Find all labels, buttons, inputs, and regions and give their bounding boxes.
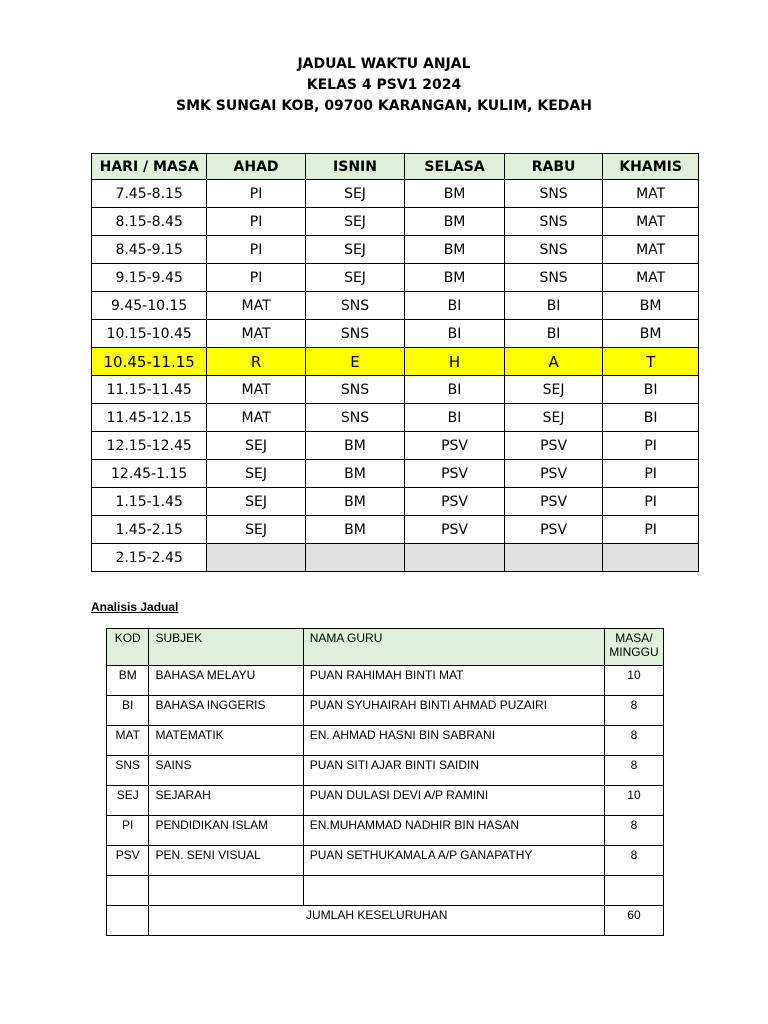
- time-slot-cell: 10.15-10.45: [92, 320, 207, 348]
- total-value: 60: [604, 906, 663, 936]
- header-nama-guru: NAMA GURU: [303, 629, 604, 666]
- kod-cell: PSV: [107, 846, 149, 876]
- timetable-row: [92, 348, 699, 376]
- timetable: [91, 153, 699, 572]
- subject-cell: BI: [603, 404, 699, 432]
- masa-cell: 8: [604, 846, 663, 876]
- timetable-header-row: [92, 154, 699, 180]
- header-masa-minggu: MASA/ MINGGU: [604, 629, 663, 666]
- subject-cell: PSV: [504, 488, 602, 516]
- subjek-cell: [149, 876, 303, 906]
- time-slot-cell: 1.15-1.45: [92, 488, 207, 516]
- subject-cell: SEJ: [504, 376, 602, 404]
- timetable-row: [92, 432, 699, 460]
- header-ahad: AHAD: [207, 154, 305, 180]
- subject-cell: E: [305, 348, 404, 376]
- subjek-cell: PENDIDIKAN ISLAM: [149, 816, 303, 846]
- analysis-total-row: [107, 906, 664, 936]
- subject-cell: SEJ: [207, 432, 305, 460]
- header-subjek: SUBJEK: [149, 629, 303, 666]
- masa-cell: 8: [604, 696, 663, 726]
- time-slot-cell: 9.45-10.15: [92, 292, 207, 320]
- time-slot-cell: 7.45-8.15: [92, 180, 207, 208]
- subject-cell: BM: [603, 320, 699, 348]
- time-slot-cell: 8.45-9.15: [92, 236, 207, 264]
- timetable-row: [92, 236, 699, 264]
- masa-cell: 10: [604, 786, 663, 816]
- masa-cell: 8: [604, 756, 663, 786]
- subject-cell: H: [405, 348, 505, 376]
- nama-guru-cell: PUAN SETHUKAMALA A/P GANAPATHY: [303, 846, 604, 876]
- nama-guru-cell: PUAN SITI AJAR BINTI SAIDIN: [303, 756, 604, 786]
- subject-cell: MAT: [603, 208, 699, 236]
- subjek-cell: MATEMATIK: [149, 726, 303, 756]
- kod-cell: BI: [107, 696, 149, 726]
- subject-cell: SEJ: [207, 460, 305, 488]
- timetable-row: [92, 544, 699, 572]
- time-slot-cell: 11.15-11.45: [92, 376, 207, 404]
- timetable-row: [92, 404, 699, 432]
- timetable-row: [92, 180, 699, 208]
- timetable-row: [92, 320, 699, 348]
- header-isnin: ISNIN: [305, 154, 404, 180]
- total-empty-cell: [107, 906, 149, 936]
- nama-guru-cell: PUAN DULASI DEVI A/P RAMINI: [303, 786, 604, 816]
- kod-cell: PI: [107, 816, 149, 846]
- subject-cell: PSV: [504, 432, 602, 460]
- time-slot-cell: 8.15-8.45: [92, 208, 207, 236]
- subject-cell: PI: [603, 488, 699, 516]
- subject-cell: SNS: [504, 236, 602, 264]
- title-line-1: JADUAL WAKTU ANJAL: [297, 56, 471, 72]
- subject-cell: [504, 544, 602, 572]
- subject-cell: MAT: [207, 292, 305, 320]
- subject-cell: SEJ: [305, 264, 404, 292]
- analysis-row: [107, 816, 664, 846]
- title-line-2: KELAS 4 PSV1 2024: [306, 77, 462, 93]
- analysis-header-row: [107, 629, 664, 666]
- subject-cell: BM: [405, 208, 505, 236]
- analysis-row: [107, 846, 664, 876]
- subject-cell: SEJ: [207, 488, 305, 516]
- timetable-row: [92, 376, 699, 404]
- subject-cell: MAT: [603, 180, 699, 208]
- subject-cell: PI: [207, 208, 305, 236]
- kod-cell: SNS: [107, 756, 149, 786]
- analysis-heading: Analisis Jadual: [91, 600, 179, 614]
- subject-cell: BM: [405, 236, 505, 264]
- time-slot-cell: 12.15-12.45: [92, 432, 207, 460]
- subject-cell: MAT: [207, 320, 305, 348]
- subject-cell: BM: [405, 180, 505, 208]
- subject-cell: PSV: [504, 460, 602, 488]
- subject-cell: BM: [305, 488, 404, 516]
- subject-cell: T: [603, 348, 699, 376]
- nama-guru-cell: PUAN SYUHAIRAH BINTI AHMAD PUZAIRI: [303, 696, 604, 726]
- kod-cell: BM: [107, 666, 149, 696]
- analysis-row: [107, 756, 664, 786]
- subject-cell: BI: [405, 320, 505, 348]
- analysis-row: [107, 666, 664, 696]
- subjek-cell: BAHASA INGGERIS: [149, 696, 303, 726]
- subject-cell: PSV: [405, 488, 505, 516]
- subject-cell: [603, 544, 699, 572]
- subject-cell: [305, 544, 404, 572]
- header-kod: KOD: [107, 629, 149, 666]
- nama-guru-cell: EN.MUHAMMAD NADHIR BIN HASAN: [303, 816, 604, 846]
- masa-cell: 10: [604, 666, 663, 696]
- analysis-row: [107, 726, 664, 756]
- subject-cell: SNS: [305, 292, 404, 320]
- subject-cell: MAT: [603, 264, 699, 292]
- subject-cell: PSV: [504, 516, 602, 544]
- subject-cell: BI: [603, 376, 699, 404]
- subject-cell: SEJ: [305, 208, 404, 236]
- subject-cell: BM: [305, 432, 404, 460]
- subject-cell: PSV: [405, 432, 505, 460]
- kod-cell: SEJ: [107, 786, 149, 816]
- document-title: [0, 54, 768, 117]
- subject-cell: BI: [405, 292, 505, 320]
- subject-cell: SNS: [305, 376, 404, 404]
- subject-cell: PSV: [405, 516, 505, 544]
- subject-cell: BM: [405, 264, 505, 292]
- masa-cell: 8: [604, 816, 663, 846]
- time-slot-cell: 11.45-12.15: [92, 404, 207, 432]
- subject-cell: PI: [603, 460, 699, 488]
- timetable-row: [92, 264, 699, 292]
- subject-cell: SNS: [305, 404, 404, 432]
- subject-cell: PI: [207, 180, 305, 208]
- subject-cell: SEJ: [305, 236, 404, 264]
- analysis-row: [107, 696, 664, 726]
- kod-cell: [107, 876, 149, 906]
- title-line-3: SMK SUNGAI KOB, 09700 KARANGAN, KULIM, KEDAH: [176, 98, 592, 114]
- subjek-cell: BAHASA MELAYU: [149, 666, 303, 696]
- subject-cell: PSV: [405, 460, 505, 488]
- subject-cell: BI: [405, 404, 505, 432]
- subjek-cell: SEJARAH: [149, 786, 303, 816]
- header-khamis: KHAMIS: [603, 154, 699, 180]
- subject-cell: SNS: [504, 208, 602, 236]
- nama-guru-cell: [303, 876, 604, 906]
- subject-cell: PI: [207, 264, 305, 292]
- analysis-table: [106, 628, 664, 936]
- subject-cell: MAT: [603, 236, 699, 264]
- subject-cell: BI: [504, 320, 602, 348]
- analysis-row: [107, 786, 664, 816]
- time-slot-cell: 1.45-2.15: [92, 516, 207, 544]
- subject-cell: PI: [603, 432, 699, 460]
- subject-cell: SEJ: [207, 516, 305, 544]
- subject-cell: PI: [603, 516, 699, 544]
- kod-cell: MAT: [107, 726, 149, 756]
- time-slot-cell: 2.15-2.45: [92, 544, 207, 572]
- header-hari-masa: HARI / MASA: [92, 154, 207, 180]
- subject-cell: BM: [305, 516, 404, 544]
- subject-cell: MAT: [207, 404, 305, 432]
- timetable-row: [92, 208, 699, 236]
- subject-cell: A: [504, 348, 602, 376]
- nama-guru-cell: PUAN RAHIMAH BINTI MAT: [303, 666, 604, 696]
- subject-cell: BI: [405, 376, 505, 404]
- subject-cell: BM: [305, 460, 404, 488]
- time-slot-cell: 12.45-1.15: [92, 460, 207, 488]
- subject-cell: BI: [504, 292, 602, 320]
- subject-cell: MAT: [207, 376, 305, 404]
- subject-cell: SEJ: [504, 404, 602, 432]
- timetable-row: [92, 488, 699, 516]
- subject-cell: PI: [207, 236, 305, 264]
- subject-cell: R: [207, 348, 305, 376]
- subject-cell: SNS: [504, 264, 602, 292]
- timetable-row: [92, 460, 699, 488]
- masa-cell: [604, 876, 663, 906]
- subject-cell: SNS: [305, 320, 404, 348]
- masa-cell: 8: [604, 726, 663, 756]
- subject-cell: BM: [603, 292, 699, 320]
- subject-cell: SEJ: [305, 180, 404, 208]
- nama-guru-cell: EN. AHMAD HASNI BIN SABRANI: [303, 726, 604, 756]
- subjek-cell: PEN. SENI VISUAL: [149, 846, 303, 876]
- timetable-row: [92, 292, 699, 320]
- total-label: JUMLAH KESELURUHAN: [149, 906, 605, 936]
- timetable-row: [92, 516, 699, 544]
- analysis-row: [107, 876, 664, 906]
- subject-cell: [207, 544, 305, 572]
- subject-cell: SNS: [504, 180, 602, 208]
- time-slot-cell: 10.45-11.15: [92, 348, 207, 376]
- header-selasa: SELASA: [405, 154, 505, 180]
- subjek-cell: SAINS: [149, 756, 303, 786]
- subject-cell: [405, 544, 505, 572]
- header-rabu: RABU: [504, 154, 602, 180]
- time-slot-cell: 9.15-9.45: [92, 264, 207, 292]
